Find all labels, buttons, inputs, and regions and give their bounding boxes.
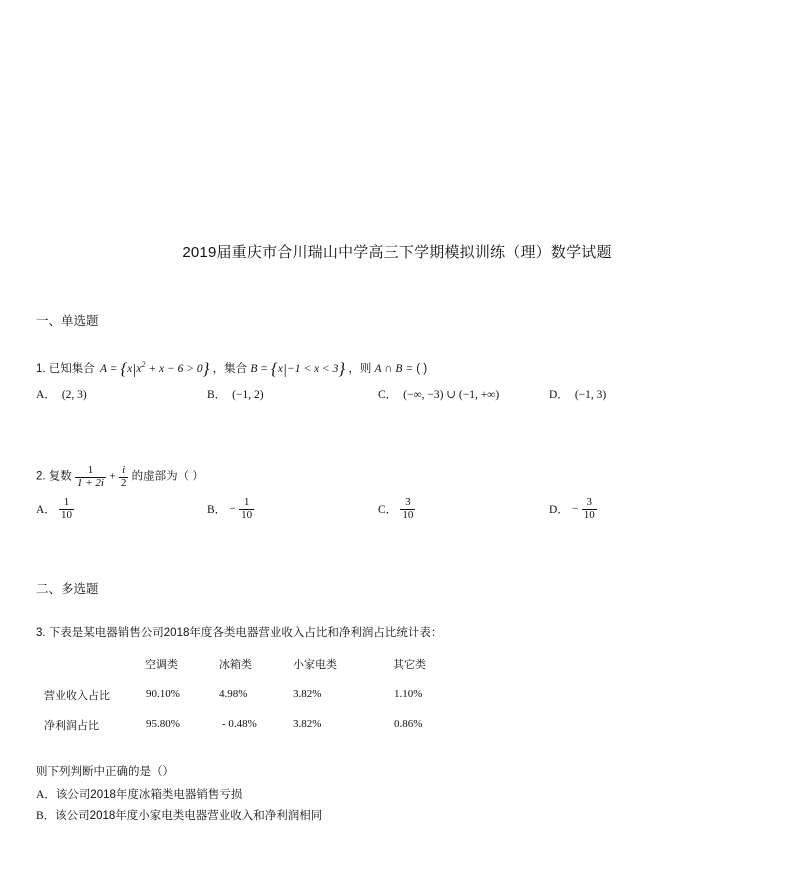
table-cell: 3.82%: [293, 688, 322, 700]
q2-suffix: 的虚部为（ ）: [131, 470, 204, 483]
section-heading-multiple-choice: 二、多选题: [36, 582, 99, 596]
question-2-stem: [36, 465, 204, 489]
table-cell: 0.86%: [394, 718, 423, 730]
table-row-label-profit: 净利润占比: [44, 720, 99, 732]
q1-option-a[interactable]: A． (2, 3): [36, 389, 87, 401]
table-cell: 95.80%: [146, 718, 180, 730]
question-3-stem: 3. 下表是某电器销售公司2018年度各类电器营业收入占比和净利润占比统计表：: [36, 627, 443, 639]
q2-plus: +: [109, 470, 116, 483]
q3-option-a[interactable]: A．该公司2018年度冰箱类电器销售亏损: [36, 789, 243, 801]
q1-expr: A ∩ B =: [374, 363, 414, 375]
table-header-ac: 空调类: [145, 659, 178, 671]
q2-option-c-fraction: $\frac{3}{10}$: [402, 496, 414, 521]
q3-option-b[interactable]: B．该公司2018年度小家电类电器营业收入和净利润相同: [36, 810, 323, 822]
section-heading-single-choice: 一、单选题: [36, 314, 99, 328]
q1-set-b: B = {x|−1 < x < 3}: [250, 359, 346, 378]
table-cell: 90.10%: [146, 688, 180, 700]
q2-option-d-fraction: $\frac{3}{10}$: [583, 496, 595, 521]
table-cell: - 0.48%: [222, 718, 257, 730]
q1-prefix: 1. 已知集合: [36, 363, 95, 375]
table-header-small-appliance: 小家电类: [293, 659, 337, 671]
q1-option-c[interactable]: C． (−∞, −3) ∪ (−1, +∞): [378, 389, 500, 401]
q2-option-d[interactable]: D． − $\frac{3}{10}$: [549, 496, 595, 521]
q1-mid: ，集合: [212, 363, 248, 375]
table-cell: 4.98%: [219, 688, 248, 700]
page-title: 2019届重庆市合川瑞山中学高三下学期模拟训练（理）数学试题: [182, 244, 612, 261]
q1-option-d[interactable]: D． (−1, 3): [549, 389, 607, 401]
q2-fraction-2: $\frac{i}{2}$: [120, 464, 127, 489]
q2-option-c[interactable]: C． $\frac{3}{10}$: [378, 496, 414, 521]
q3-question: 则下列判断中正确的是（）: [36, 766, 174, 778]
table-header-fridge: 冰箱类: [219, 659, 252, 671]
q2-option-a-fraction: $\frac{1}{10}$: [61, 496, 73, 521]
table-row-label-revenue: 营业收入占比: [44, 690, 110, 702]
q2-option-b-fraction: $\frac{1}{10}$: [241, 496, 253, 521]
q2-prefix: 2. 复数: [36, 470, 72, 483]
question-1-stem: [36, 360, 427, 378]
q1-suffix: ，则: [348, 363, 372, 375]
q1-tail: ( ): [416, 363, 428, 375]
table-cell: 3.82%: [293, 718, 322, 730]
table-header-other: 其它类: [393, 659, 426, 671]
q2-option-a[interactable]: A． $\frac{1}{10}$: [36, 496, 73, 521]
q1-option-b[interactable]: B． (−1, 2): [207, 389, 264, 401]
table-cell: 1.10%: [394, 688, 423, 700]
q1-set-a: $A = \{x|x^2 + x - 6 > 0\}$: [100, 359, 210, 378]
q2-option-b[interactable]: B． − $\frac{1}{10}$: [207, 496, 253, 521]
q2-fraction-1: $\frac{1}{1 + 2i}$: [77, 464, 104, 489]
